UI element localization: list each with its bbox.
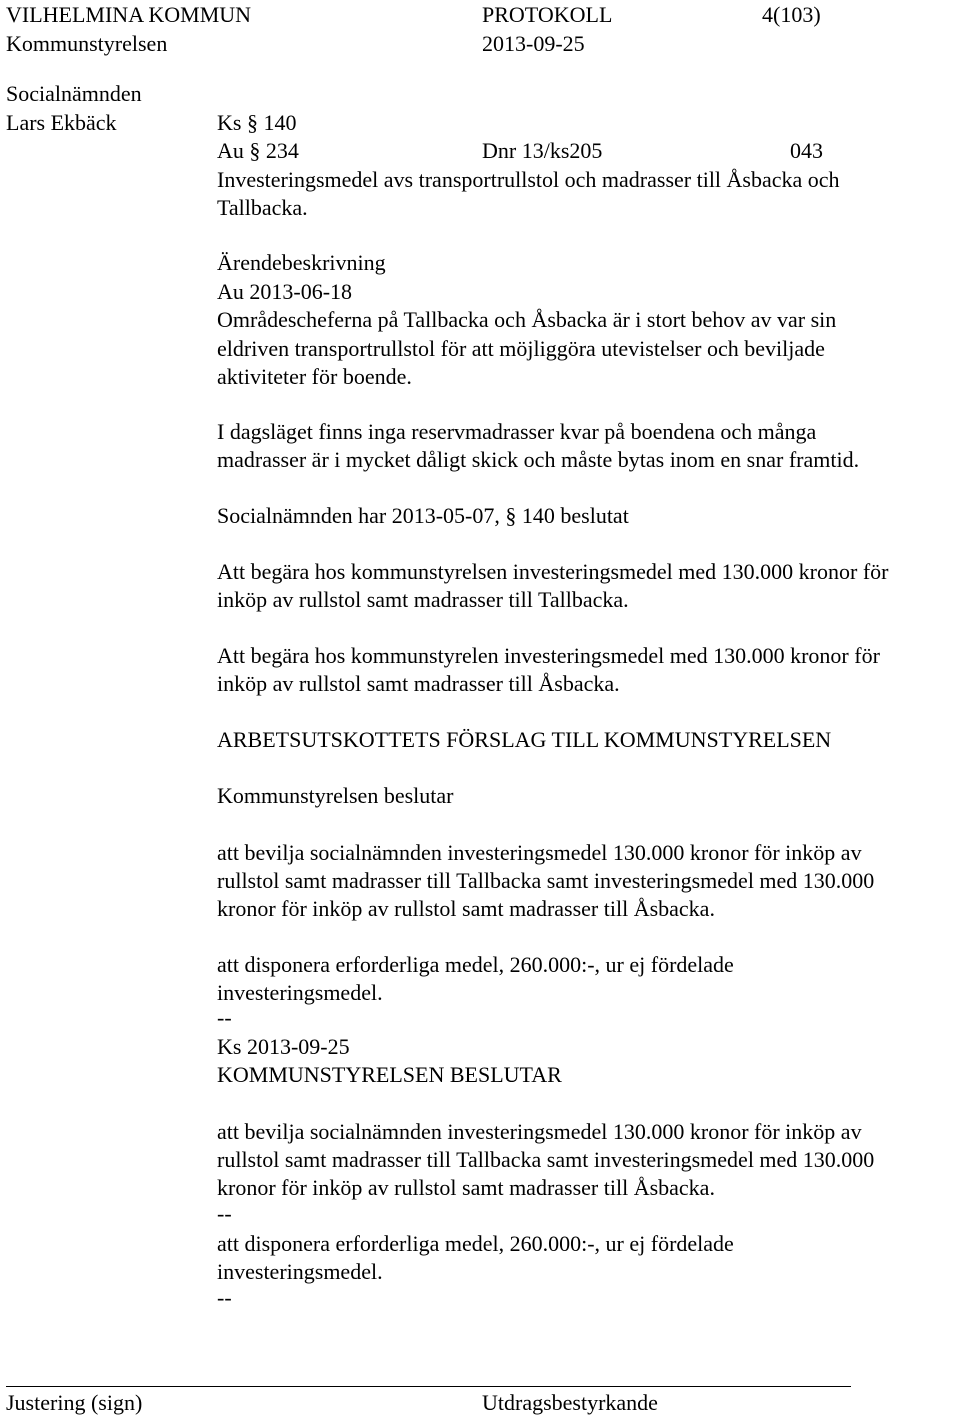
decision-line: att bevilja socialnämnden investeringsmedel 130.000 kronor för inköp av	[217, 1119, 862, 1144]
separator: --	[217, 1005, 232, 1030]
decision-line: att disponera erforderliga medel, 260.000:-, ur ej fördelade	[217, 1231, 734, 1256]
case-code: 043	[790, 138, 823, 163]
utdrag-label: Utdragsbestyrkande	[482, 1390, 658, 1415]
page-number: 4(103)	[762, 2, 821, 27]
board-name: Kommunstyrelsen	[6, 31, 168, 56]
ks-reference: Ks § 140	[217, 110, 297, 135]
decision-intro: Kommunstyrelsen beslutar	[217, 783, 454, 808]
decision-line: att disponera erforderliga medel, 260.000:-, ur ej fördelade	[217, 952, 734, 977]
separator: --	[217, 1285, 232, 1310]
au-reference: Au § 234	[217, 138, 299, 163]
paragraph-line: inköp av rullstol samt madrasser till Tallbacka.	[217, 587, 629, 612]
paragraph-line: aktiviteter för boende.	[217, 364, 412, 389]
ks-decision-heading: KOMMUNSTYRELSEN BESLUTAR	[217, 1062, 562, 1087]
decision-line: rullstol samt madrasser till Tallbacka samt investeringsmedel med 130.000	[217, 1147, 875, 1172]
document-type: PROTOKOLL	[482, 2, 613, 27]
paragraph-line: inköp av rullstol samt madrasser till Åsbacka.	[217, 671, 620, 696]
case-title-line: Tallbacka.	[217, 195, 308, 220]
paragraph-line: Områdescheferna på Tallbacka och Åsbacka är i stort behov av var sin	[217, 307, 837, 332]
paragraph-line: eldriven transportrullstol för att möjliggöra utevistelser och beviljade	[217, 336, 825, 361]
meeting-date: 2013-09-25	[482, 31, 585, 56]
decision-line: kronor för inköp av rullstol samt madrasser till Åsbacka.	[217, 1175, 715, 1200]
signature-line	[6, 1386, 851, 1387]
paragraph-line: madrasser är i mycket dåligt skick och måste bytas inom en snar framtid.	[217, 447, 860, 472]
decision-line: investeringsmedel.	[217, 980, 383, 1005]
decision-line: kronor för inköp av rullstol samt madrasser till Åsbacka.	[217, 896, 715, 921]
justering-label: Justering (sign)	[6, 1390, 143, 1415]
decision-line: att bevilja socialnämnden investeringsmedel 130.000 kronor för inköp av	[217, 840, 862, 865]
paragraph-line: Att begära hos kommunstyrelsen investeringsmedel med 130.000 kronor för	[217, 559, 889, 584]
ks-date: Ks 2013-09-25	[217, 1034, 350, 1059]
department-name: Socialnämnden	[6, 81, 142, 106]
paragraph-line: I dagsläget finns inga reservmadrasser kvar på boendena och många	[217, 419, 817, 444]
paragraph-line: Att begära hos kommunstyrelen investeringsmedel med 130.000 kronor för	[217, 643, 880, 668]
dnr-reference: Dnr 13/ks205	[482, 138, 603, 163]
proposal-heading: ARBETSUTSKOTTETS FÖRSLAG TILL KOMMUNSTYRELSEN	[217, 727, 832, 752]
decision-line: investeringsmedel.	[217, 1259, 383, 1284]
au-date: Au 2013-06-18	[217, 279, 353, 304]
paragraph-line: Socialnämnden har 2013-05-07, § 140 beslutat	[217, 503, 629, 528]
decision-line: rullstol samt madrasser till Tallbacka samt investeringsmedel med 130.000	[217, 868, 875, 893]
separator: --	[217, 1201, 232, 1226]
municipality-name: VILHELMINA KOMMUN	[6, 2, 252, 27]
section-heading: Ärendebeskrivning	[217, 250, 386, 275]
case-title-line: Investeringsmedel avs transportrullstol och madrasser till Åsbacka och	[217, 167, 840, 192]
person-name: Lars Ekbäck	[6, 110, 117, 135]
